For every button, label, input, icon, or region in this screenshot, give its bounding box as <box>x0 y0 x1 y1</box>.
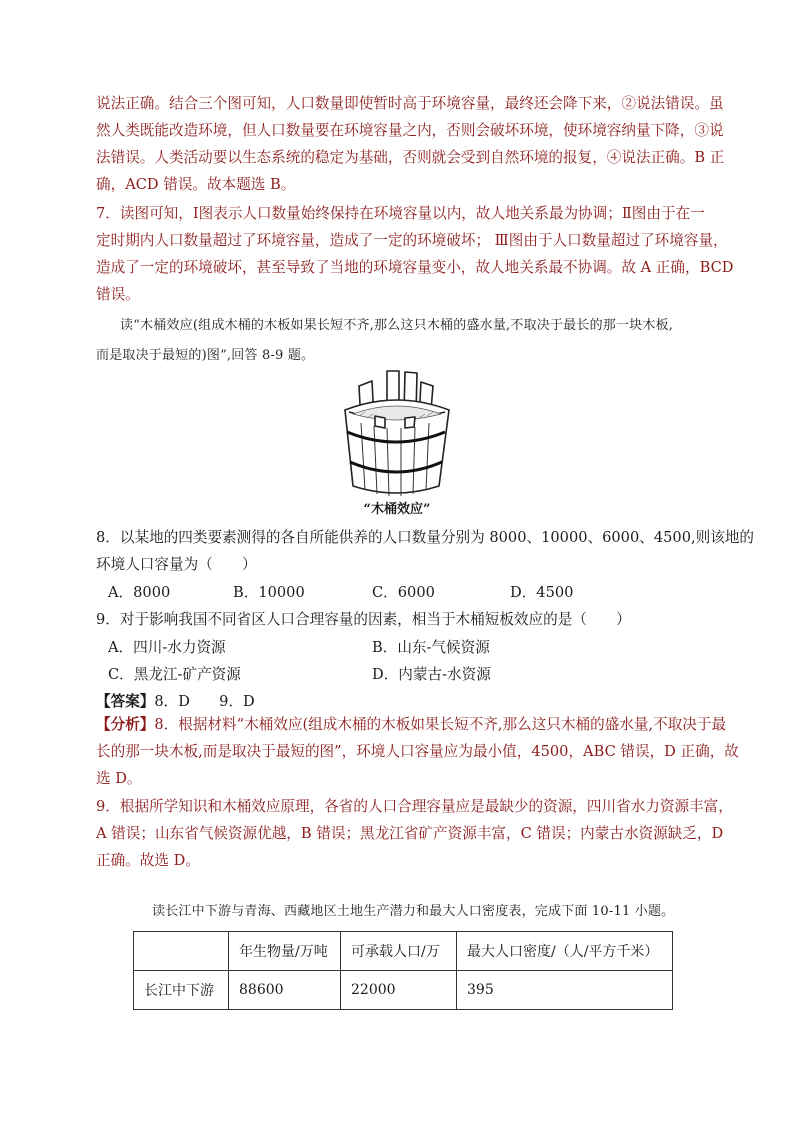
text-line: 选 D。 <box>96 770 142 787</box>
text-line: 错误。 <box>96 286 140 303</box>
q8-option-a: A．8000 <box>108 584 171 601</box>
intro-10-11: 读长江中下游与青海、西藏地区土地生产潜力和最大人口密度表，完成下面 10-11 小题。 <box>152 904 675 919</box>
stave <box>375 416 385 428</box>
text-line: 法错误。人类活动要以生态系统的稳定为基础，否则就会受到自然环境的报复，④说法正确。B 正 <box>96 149 725 166</box>
q9-option-b: B．山东-气候资源 <box>372 639 490 656</box>
q9-option-a: A．四川-水力资源 <box>108 639 226 656</box>
table-cell: 22000 <box>341 971 457 1010</box>
text-line: 长的那一块木板,而是取决于最短的图”，环境人口容量应为最小值，4500，ABC 错误，D 正确，故 <box>96 743 739 760</box>
analysis-9 <box>96 793 733 874</box>
table-row <box>134 971 673 1010</box>
text-line: 9．根据所学知识和木桶效应原理，各省的人口合理容量应是最缺少的资源，四川省水力资源丰富， <box>96 798 733 815</box>
table-header-cell: 可承载人口/万 <box>341 932 457 971</box>
table-header-cell: 最大人口密度/（人/平方千米） <box>457 932 673 971</box>
table-header-cell: 年生物量/万吨 <box>229 932 341 971</box>
text-line: 造成了一定的环境破坏，甚至导致了当地的环境容量变小，故人地关系最不协调。故 A 正确，BCD <box>96 259 734 276</box>
q8-option-d: D．4500 <box>510 584 574 601</box>
answer-label: 【答案】 <box>96 693 155 710</box>
table-header-row <box>134 932 673 971</box>
q8-stem <box>96 524 755 578</box>
q8-option-c: C．6000 <box>372 584 435 601</box>
text-line: 说法正确。结合三个图可知，人口数量即使暂时高于环境容量，最终还会降下来，②说法错误。虽 <box>96 95 724 112</box>
text-line: 7．读图可知，Ⅰ图表示人口数量始终保持在环境容量以内，故人地关系最为协调；Ⅱ图由于在一 <box>96 205 705 222</box>
table-cell: 长江中下游 <box>134 971 229 1010</box>
q7-analysis <box>96 200 734 308</box>
text-line: 确，ACD 错误。故本题选 B。 <box>96 176 296 193</box>
table-cell: 88600 <box>229 971 341 1010</box>
table-cell: 395 <box>457 971 673 1010</box>
analysis-continued <box>96 90 725 198</box>
text-line: 读“木桶效应(组成木桶的木板如果长短不齐,那么这只木桶的盛水量,不取决于最长的那一块木板, <box>120 318 674 333</box>
text-line: A 错误；山东省气候资源优越，B 错误；黑龙江省矿产资源丰富，C 错误；内蒙古水资源缺乏，D <box>96 825 724 842</box>
intro-8-9 <box>96 311 700 371</box>
data-table <box>133 931 673 1010</box>
text-line: 8．以某地的四类要素测得的各自所能供养的人口数量分别为 8000、10000、6000、4500,则该地的 <box>96 529 755 546</box>
text-line <box>96 711 727 738</box>
answer-text: 8．D 9．D <box>154 693 255 710</box>
analysis-text: 8．根据材料“木桶效应(组成木桶的木板如果长短不齐,那么这只木桶的盛水量,不取决于最 <box>154 716 727 733</box>
answer-line <box>96 690 255 711</box>
text-line: 而是取决于最短的)图”,回答 8-9 题。 <box>96 348 315 363</box>
text-line: 正确。故选 D。 <box>96 852 200 869</box>
q9-option-c: C．黑龙江-矿产资源 <box>108 666 241 683</box>
q8-option-b: B．10000 <box>233 584 305 601</box>
q9-stem: 9．对于影响我国不同省区人口合理容量的因素，相当于木桶短板效应的是（ ） <box>96 611 631 628</box>
text-line: 定时期内人口数量超过了环境容量，造成了一定的环境破坏； Ⅲ图由于人口数量超过了环境容量， <box>96 232 728 249</box>
q9-option-d: D．内蒙古-水资源 <box>372 666 491 683</box>
figure-caption: “木桶效应” <box>363 502 431 517</box>
stave <box>405 417 415 428</box>
analysis-8 <box>96 711 739 792</box>
table-header-cell <box>134 932 229 971</box>
text-line: 然人类既能改造环境，但人口数量要在环境容量之内，否则会破坏环境，使环境容纳量下降，③说 <box>96 122 724 139</box>
analysis-label: 【分析】 <box>96 716 155 733</box>
wooden-bucket-figure <box>339 368 454 496</box>
text-line: 环境人口容量为（ ） <box>96 556 257 573</box>
